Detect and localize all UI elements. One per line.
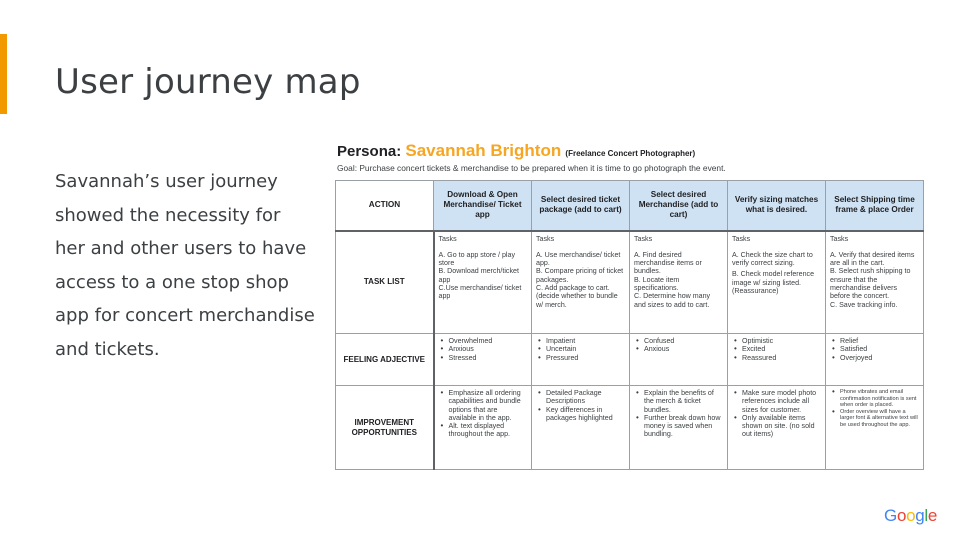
task-item: B. Download merch/ticket app (438, 267, 519, 284)
feeling-item: • Uncertain (536, 345, 625, 353)
action-row (336, 181, 924, 231)
task-heading: Tasks (438, 234, 457, 243)
task-item: A. Use merchandise/ ticket app. (536, 250, 621, 268)
feeling-cell (826, 334, 924, 386)
feeling-item: • Relief (830, 337, 919, 345)
improvement-item: • Emphasize all ordering capabilities and bundle options that are available in the app. (439, 389, 528, 422)
feeling-item: • Confused (634, 337, 723, 345)
improvement-cell (434, 386, 532, 470)
task-list-row (336, 231, 924, 334)
improvement-item: • Only available items shown on site. (no sold out items) (732, 414, 821, 439)
task-item: C.Use merchandise/ ticket app (438, 283, 522, 301)
task-cell (434, 231, 532, 334)
feeling-cell (728, 334, 826, 386)
task-cell (728, 231, 826, 334)
feeling-item: • Impatient (536, 337, 625, 345)
action-1: Download & Open Merchandise/ Ticket app (434, 181, 532, 231)
improvement-item: • Explain the benefits of the merch & ticket bundles. (634, 389, 723, 414)
task-cell (532, 231, 630, 334)
task-heading: Tasks (732, 234, 751, 243)
task-item: A. Verify that desired items are all in the cart. (830, 250, 915, 268)
action-2: Select desired ticket package (add to cart) (532, 181, 630, 231)
persona-name: Savannah Brighton (405, 141, 562, 160)
feeling-item: • Stressed (439, 354, 528, 362)
task-item: A. Go to app store / play store (438, 250, 515, 268)
accent-bar (0, 34, 7, 114)
action-5: Select Shipping time frame & place Order (826, 181, 924, 231)
improvement-cell (826, 386, 924, 470)
persona-line (337, 141, 937, 161)
action-3: Select desired Merchandise (add to cart) (630, 181, 728, 231)
feeling-item: • Optimistic (732, 337, 821, 345)
feeling-cell (532, 334, 630, 386)
task-item: C. Add package to cart. (decide whether to bundle w/ merch. (536, 283, 618, 309)
feeling-item: • Excited (732, 345, 821, 353)
task-item: B. Locate item specifications. (634, 275, 680, 292)
persona-goal: Goal: Purchase concert tickets & merchandise to be prepared when it is time to go photograph the event. (337, 163, 726, 173)
persona-role: (Freelance Concert Photographer) (565, 149, 696, 158)
improvement-row (336, 386, 924, 470)
task-heading: Tasks (830, 234, 849, 243)
action-header-label: ACTION (336, 181, 434, 231)
improvement-item: • Make sure model photo references include all sizes for customer. (732, 389, 821, 414)
feeling-item: • Reassured (732, 354, 821, 362)
user-journey-table (335, 180, 924, 470)
improvement-item: • Order overview will have a larger font & alternative text will be used throughout the app. (830, 409, 919, 429)
task-cell (630, 231, 728, 334)
improvement-item: • Alt. text displayed throughout the app. (439, 422, 528, 439)
task-item: B. Check model reference image w/ sizing listed. (Reassurance) (732, 270, 815, 295)
task-item: B. Compare pricing of ticket packages. (536, 267, 624, 284)
feeling-item: • Satisfied (830, 345, 919, 353)
feeling-item: • Pressured (536, 354, 625, 362)
task-item: A. Find desired merchandise items or bundles. (634, 250, 702, 276)
feeling-item: • Anxious (634, 345, 723, 353)
task-item: B. Select rush shipping to ensure that the merchandise delivers before the concert. (830, 267, 911, 301)
body-text: Savannah’s user journey showed the necessity for her and other users to have access to a one stop shop app for concert merchandise and tickets. (55, 171, 315, 360)
task-list-label: TASK LIST (336, 231, 434, 334)
feeling-item: • Overjoyed (830, 354, 919, 362)
task-cell (826, 231, 924, 334)
feeling-cell (434, 334, 532, 386)
feeling-label: FEELING ADJECTIVE (336, 334, 434, 386)
feeling-row (336, 334, 924, 386)
task-item: A. Check the size chart to verify correct sizing. (732, 250, 813, 268)
persona-label: Persona: (337, 143, 402, 160)
task-item: C. Determine how many and sizes to add to cart. (634, 292, 711, 309)
task-heading: Tasks (634, 234, 653, 243)
improvement-item: • Detailed Package Descriptions (536, 389, 625, 406)
slide-title: User journey map (55, 62, 361, 102)
feeling-item: • Anxious (439, 345, 528, 353)
improvement-cell (532, 386, 630, 470)
improvement-item: • Key differences in packages highlighted (536, 406, 625, 423)
improvement-cell (630, 386, 728, 470)
feeling-item: • Overwhelmed (439, 337, 528, 345)
improvement-label: IMPROVEMENT OPPORTUNITIES (336, 386, 434, 470)
google-logo: Google (884, 506, 938, 525)
action-4: Verify sizing matches what is desired. (728, 181, 826, 231)
feeling-cell (630, 334, 728, 386)
improvement-item: • Further break down how money is saved when bundling. (634, 414, 723, 439)
task-heading: Tasks (536, 234, 555, 243)
task-item: C. Save tracking info. (830, 300, 898, 309)
improvement-item: • Phone vibrates and email confirmation notification is sent when order is placed. (830, 389, 919, 409)
persona-header (337, 141, 937, 173)
improvement-cell (728, 386, 826, 470)
